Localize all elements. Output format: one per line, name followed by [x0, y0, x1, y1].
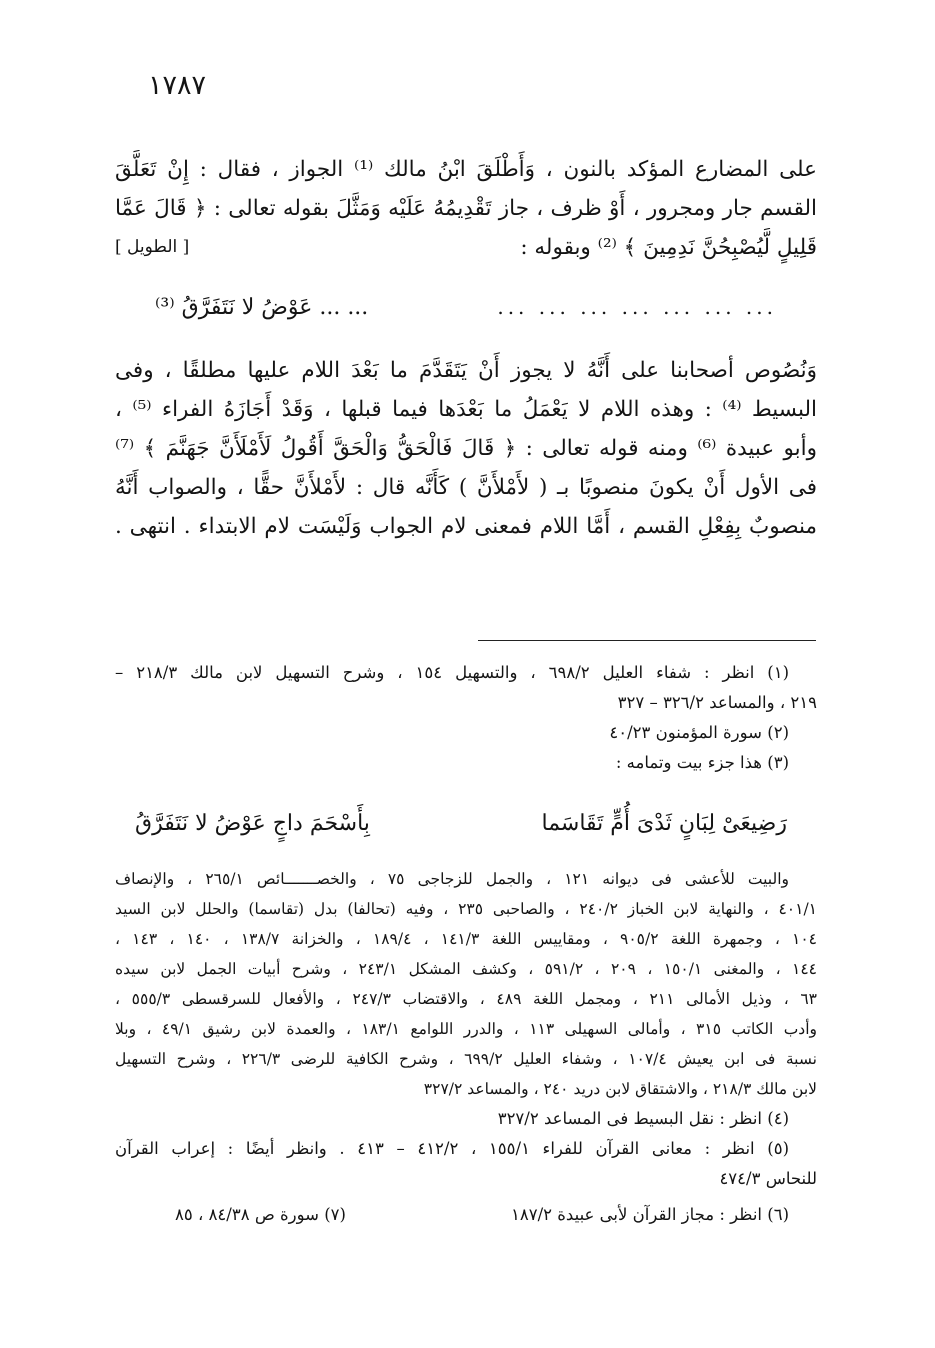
- footnote-row: [115, 1200, 817, 1230]
- text-line: وَنُصُوص أصحابنا على أَنَّهُ لا يجوز أَنْ يَتَقَدَّمَ ما بَعْدَ اللام عليها مطلقًا ، وفى: [115, 358, 817, 383]
- footnote-5: (٥) انظر : معانى القرآن للفراء ١٥٥/١ ، ٤١٢/٢ – ٤١٣ . وانظر أيضًا : إعراب القرآن: [115, 1139, 789, 1158]
- verse-fragment-text: ... ... عَوْضُ لا نَتَفَرَّقُ ⁽³⁾: [155, 294, 369, 320]
- footnote-5-cont: للنحاس ٤٧٤/٣: [719, 1169, 817, 1188]
- footnote-3-source: لابن مالك ٢١٨/٣ ، والاشتقاق لابن دريد ٢٤٠ ، والمساعد ٣٢٧/٢: [423, 1080, 817, 1098]
- footnote-1: (١) انظر : شفاء العليل ٦٩٨/٢ ، والتسهيل ١٥٤ ، وشرح التسهيل لابن مالك ٢١٨/٣ –: [115, 663, 789, 682]
- footnote-3-source: نسبة فى ابن يعيش ١٠٧/٤ ، وشفاء العليل ٦٩٩/٢ ، وشرح الكافية للرضى ٢٢٦/٣ ، وشرح التسهيل: [115, 1050, 817, 1068]
- footnote-1-cont: ٢١٩ ، والمساعد ٣٢٦/٢ – ٣٢٧: [617, 693, 817, 712]
- footnote-divider: [478, 640, 816, 641]
- footnote-3-source: ٦٣ ، وذيل الأمالى ٢١١ ، ومجمل اللغة ٤٨٩ ، والاقتضاب ٢٤٧/٣ ، والأفعال للسرقسطى ٥٥٥/٣ ،: [115, 990, 817, 1008]
- footnotes: [115, 658, 817, 1230]
- footnote-3-source: وأدب الكاتب ٣١٥ ، وأمالى السهيلى ١١٣ ، والدرر اللوامع ١٨٣/١ ، والعمدة لابن رشيق ٤٩/١ ، وبلا: [115, 1020, 817, 1038]
- verse-dots-right: ... ... ... ... ... ... ...: [497, 295, 777, 319]
- footnote-3-source: والبيت للأعشى فى ديوانه ١٢١ ، والجمل للزجاجى ٧٥ ، والخصـــــــائص ٢٦٥/١ ، والإنصاف: [115, 870, 789, 888]
- verse-fragment: [155, 277, 777, 337]
- text-line: القسم جار ومجرور ، أَوْ ظرف ، جاز تَقْدِيمُهُ عَلَيْه وَمَثَّلَ بقوله تعالى : ﴿ قَالَ عَمَّا: [115, 196, 817, 221]
- footnote-6: (٦) انظر : مجاز القرآن لأبى عبيدة ١٨٧/٢: [511, 1205, 789, 1224]
- text-line: [115, 228, 817, 267]
- meter-label: [ الطويل ]: [115, 237, 190, 257]
- text-line: على المضارع المؤكد بالنون ، وَأَطْلَقَ ابْنُ مالك ⁽¹⁾ الجواز ، فقال : إِنْ تَعَلَّقَ: [115, 157, 817, 182]
- verse-hemistich-right: رَضِيعَىْ لِبَانٍ ثَدْىَ أُمٍّ تَقَاسَما: [541, 810, 787, 836]
- text-line: البسيط ⁽⁴⁾ : وهذه اللام لا يَعْمَلُ ما بَعْدَها فيما قبلها ، وَقَدْ أَجَازَهُ الفراء ⁽⁵⁾ ،: [115, 397, 817, 422]
- verse-full: [135, 790, 787, 856]
- page-number: ١٧٨٧: [148, 70, 207, 101]
- verse-hemistich-left: بِأَسْحَمَ داجٍ عَوْضُ لا نَتَفَرَّقُ: [135, 810, 370, 836]
- footnote-2: (٢) سورة المؤمنون ٤٠/٢٣: [609, 723, 789, 742]
- footnote-4: (٤) انظر : نقل البسيط فى المساعد ٣٢٧/٢: [497, 1109, 789, 1128]
- footnote-3-source: ١٤٤ ، والمغنى ١٥٠/١ ، ٢٠٩ ، ٥٩١/٢ ، وكشف المشكل ٢٤٣/١ ، وشرح أبيات الجمل لابن سيده: [115, 960, 817, 978]
- text-line: وأبو عبيدة ⁽⁶⁾ ومنه قوله تعالى : ﴿ قَالَ فَالْحَقُّ وَالْحَقَّ أَقُولُ لَأَمْلَأَنَّ جَهَنَّمَ ﴾ ⁽⁷⁾: [115, 436, 817, 461]
- footnote-3-source: ٤٠١/١ ، والنهاية لابن الخباز ٢٤٠/٢ ، والصاحبى ٢٣٥ ، وفيه (تحالفا) بدل (تقاسما) والحلل لابن السيد: [115, 900, 817, 918]
- main-text: [115, 150, 817, 546]
- footnote-3-source: ١٠٤ ، وجمهرة اللغة ٩٠٥/٢ ، ومقاييس اللغة ١٤١/٣ ، ١٨٩/٤ ، والخزانة ١٣٨/٧ ، ١٤٠ ، ١٤٣ ،: [115, 930, 817, 948]
- text-line-content: قَلِيلٍ لَّيُصْبِحُنَّ نَدِمِينَ ﴾ ⁽²⁾ وبقوله :: [520, 235, 817, 260]
- text-line: منصوبٌ بِفِعْلِ القسم ، أَمَّا اللام فمعنى لام الجواب وَلَيْسَت لام الابتداء . انتهى .: [115, 514, 817, 539]
- text-line: فى الأول أَنْ يكونَ منصوبًا بـ ( لأَمْلأَنَّ ) كَأَنَّه قال : لأَمْلأَنَّ حقًّا ، والصواب أَنَّهُ: [115, 475, 817, 500]
- footnote-7: (٧) سورة ص ٨٤/٣٨ ، ٨٥: [175, 1205, 346, 1224]
- footnote-3: (٣) هذا جزء بيت وتمامه :: [615, 753, 789, 772]
